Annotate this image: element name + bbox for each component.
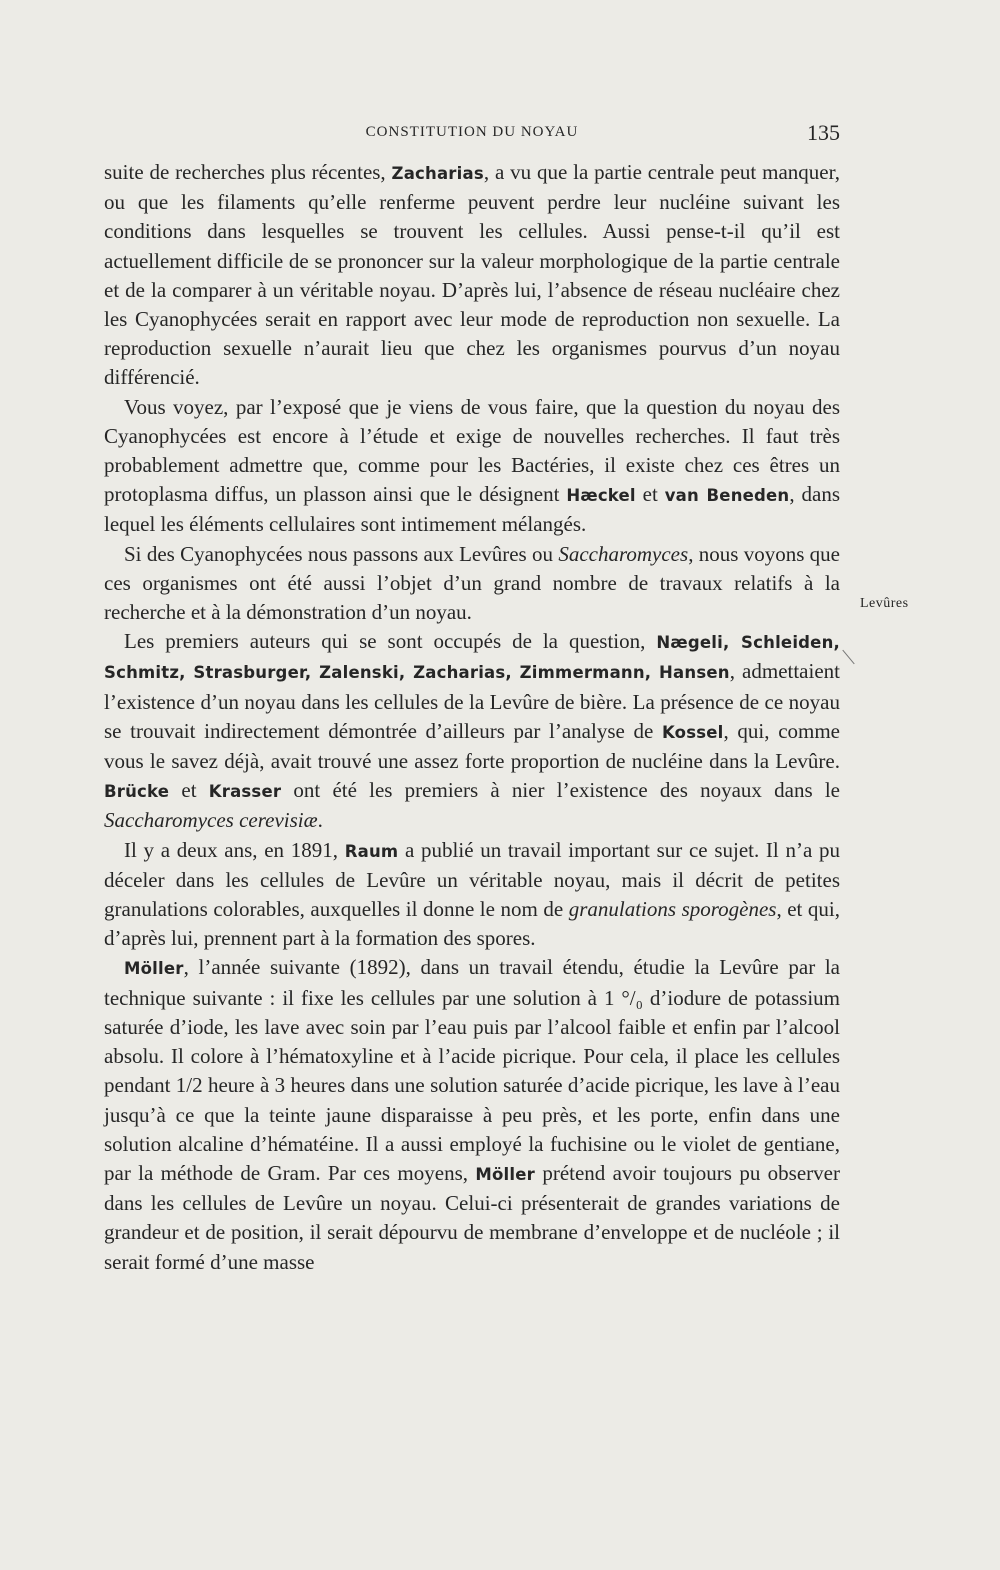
body-text (104, 158, 840, 1277)
text-run: suite de recherches plus récentes, (104, 160, 392, 184)
italic-term: Saccharomyces (558, 541, 689, 566)
author-name: Möller (124, 959, 184, 979)
paragraph (104, 627, 840, 835)
author-name: Brücke (104, 782, 170, 802)
author-name: van Beneden (664, 486, 790, 506)
text-run: et (169, 778, 209, 803)
text-run: Vous voyez, par l’exposé que je viens de vous faire, que la question du noyau des Cyanophycées est encore à l’étude et exige de nouvelles recherches. Il faut très probablement admettre que, comme pour les Bactéries, il existe chez ces êtres un protoplasma diffus, un plasson ainsi que le désignent (104, 394, 840, 507)
text-run: et (635, 482, 665, 507)
text-run: , admettaient l’existence d’un noyau dans les cellules de la Levûre de bière. La présence de ce noyau se trouvait indirectement démontrée d’ailleurs par l’analyse de (104, 659, 840, 743)
author-name: Kossel (661, 722, 724, 742)
text-run: , nous voyons que ces organismes ont été aussi l’objet d’un grand nombre de travaux relatifs à la recherche et à la démonstration d’un noyau. (104, 541, 841, 625)
margin-mark (842, 650, 854, 664)
text-run: , qui, comme vous le savez déjà, avait trouvé une assez forte proportion de nucléine dans la Levûre. (104, 718, 840, 774)
text-run: Les premiers auteurs qui se sont occupés de la question, (124, 629, 657, 654)
author-name: Krasser (208, 782, 282, 802)
text-run: , a vu que la partie centrale peut manquer, ou que les filaments qu’elle renferme peuvent perdre leur nucléine suivant les conditions dans lesquelles se trouvent les cellules. Aussi pense-t-il qu’il est actuellement difficile de se prononcer sur la valeur morphologique de la partie centrale et de la comparer à un véritable noyau. D’après lui, l’absence de réseau nucléaire chez les Cyanophycées serait en rapport avec leur mode de reproduction non sexuelle. La reproduction sexuelle n’aurait lieu que chez les organismes pourvus d’un noyau différencié. (104, 160, 840, 390)
text-run: prétend avoir toujours pu observer dans les cellules de Levûre un noyau. Celui-ci présenterait de grandes variations de grandeur et de position, il serait dépourvu de membrane d’enveloppe et de nucléole ; il serait formé d’une masse (104, 1160, 840, 1274)
author-name: Zacharias (391, 164, 484, 183)
paragraph (104, 540, 840, 628)
text-run: Il y a deux ans, en 1891, (124, 837, 345, 862)
author-name: Möller (475, 1164, 535, 1184)
page-number: 135 (807, 120, 840, 145)
text-run: . (317, 808, 323, 833)
text-run: , dans lequel les éléments cellulaires sont intimement mélangés. (104, 482, 841, 537)
running-title: CONSTITUTION DU NOYAU (365, 124, 579, 140)
author-name: Hæckel (566, 486, 636, 506)
italic-term: granulations sporogènes (568, 897, 777, 922)
italic-term: Saccharomyces cerevisiæ (104, 808, 318, 833)
text-run: , et qui, d’après lui, prennent part à la formation des spores. (104, 897, 840, 951)
text-run: a publié un travail important sur ce sujet. Il n’a pu déceler dans les cellules de Levûre un véritable noyau, mais il décrit de petites granulations colorables, auxquelles il donne le nom de (104, 837, 840, 922)
paragraph (104, 836, 840, 954)
text-run: , l’année suivante (1892), dans un travail étendu, étudie la Levûre par la technique suivante : il fixe les cellules par une solution à 1 °/₀ d’iodure de potassium saturée d’iode, les lave avec soin par l’eau puis par l’alcool faible et enfin par l’alcool absolu. Il colore à l’hématoxyline et à l’acide picrique. Pour cela, il place les cellules pendant 1/2 heure à 3 heures dans une solution saturée d’acide picrique, les lave à l’eau jusqu’à ce que la teinte jaune disparaisse à peu près, et les porte, enfin dans une solution alcaline d’hématéine. Il a aussi employé la fuchisine ou le violet de gentiane, par la méthode de Gram. Par ces moyens, (104, 955, 840, 1185)
text-run: Si des Cyanophycées nous passons aux Levûres ou (124, 541, 559, 566)
author-name: Nægeli, Schleiden, Schmitz, Strasburger, Zalenski, Zacharias, Zimmermann, Hansen (104, 633, 840, 683)
paragraph (104, 158, 840, 393)
author-name: Raum (344, 841, 399, 861)
margin-note: Levûres (860, 596, 909, 611)
paragraph (104, 393, 840, 540)
text-run: ont été les premiers à nier l’existence des noyaux dans le (281, 778, 840, 803)
page-header (104, 120, 840, 148)
paragraph (104, 953, 840, 1276)
